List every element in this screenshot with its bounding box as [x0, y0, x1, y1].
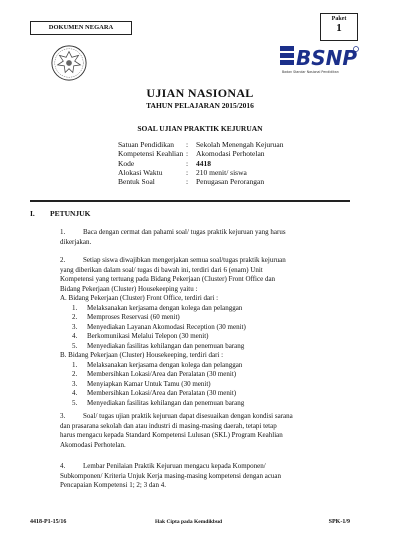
instruction-line: Baca dengan cermat dan pahami soal/ tugas praktik kejuruan yang harus [83, 228, 286, 236]
instruction-line: Soal/ tugas ujian praktik kejuruan dapat disesuaikan dengan kondisi sarana [83, 412, 293, 420]
instruction-2 [60, 256, 350, 294]
info-key: Satuan Pendidikan [118, 140, 175, 149]
list-item: 2. Membersihkan Lokasi/Area dan Peralatan (30 menit) [72, 370, 237, 378]
instruction-line: Akomodasi Perhotelan. [60, 440, 126, 449]
info-row: Kompetensi Keahlian : Akomodasi Perhotelan [118, 149, 265, 159]
exam-year: TAHUN PELAJARAN 2015/2016 [146, 101, 254, 110]
info-value: Penugasan Perorangan [196, 177, 265, 187]
instruction-number: 3. [60, 412, 66, 420]
instruction-number: 2. [60, 256, 66, 264]
list-item: 2. Memproses Reservasi (60 menit) [72, 313, 180, 321]
info-key: Kode [118, 158, 135, 168]
instruction-line: dikerjakan. [60, 237, 92, 246]
instruction-line: harus mengacu kepada Standard Kompetensi Lulusan (SKL) Program Keahlian [60, 431, 283, 439]
cluster-a-heading: A. Bidang Pekerjaan (Cluster) Front Office, terdiri dari : [60, 294, 219, 302]
paket-number: 1 [336, 22, 342, 34]
garuda-emblem-icon [50, 44, 88, 82]
instruction-number: 4. [60, 462, 66, 470]
footer-page: SPK-1/9 [328, 519, 350, 525]
info-value: Sekolah Menengah Kejuruan [196, 140, 284, 149]
paket-box [320, 13, 358, 41]
info-key: Alokasi Waktu [118, 167, 163, 177]
bsnp-logo [280, 44, 360, 76]
footer-copyright: Hak Cipta pada Kemdikbud [155, 519, 223, 525]
info-value: 210 menit/ siswa [196, 167, 247, 177]
instruction-line: Setiap siswa diwajibkan mengerjakan semua soal/tugas praktik kejuruan [83, 256, 286, 264]
exam-info-table [118, 140, 283, 186]
section-divider [30, 200, 350, 202]
list-item: 3. Menyiapkan Kamar Untuk Tamu (30 menit) [72, 379, 211, 388]
list-item: 5. Menyediakan fasilitas kehilangan dan penemuan barang [72, 341, 245, 350]
cluster-b-heading: B. Bidang Pekerjaan (Cluster) Housekeeping, terdiri dari : [60, 351, 224, 359]
list-item: 1. Melaksanakan kerjasama dengan kolega dan pelanggan [72, 360, 243, 369]
cluster-a-list [72, 304, 246, 352]
section-heading [30, 209, 90, 218]
info-row: Alokasi Waktu : 210 menit/ siswa [118, 167, 247, 177]
list-item: 5. Menyediakan fasilitas kehilangan dan penemuan barang [72, 398, 245, 407]
info-key: Bentuk Soal [118, 177, 155, 187]
instruction-line: Subkomponen/ Kriteria Unjuk Kerja masing-masing kompetensi dengan acuan [60, 471, 282, 480]
info-row: Bentuk Soal : Penugasan Perorangan [118, 177, 265, 187]
svg-text:BSNP: BSNP [296, 46, 358, 70]
info-value: Akomodasi Perhotelan [196, 149, 265, 159]
footer-code: 4418-P1-15/16 [30, 519, 67, 525]
instruction-number: 1. [60, 228, 66, 236]
instruction-line: Pencapaian Kompetensi 1; 2; 3 dan 4. [60, 481, 166, 489]
section-title: PETUNJUK [50, 209, 91, 218]
paket-label: Paket [331, 16, 347, 22]
svg-text:Badan Standar Nasional Pendidi: Badan Standar Nasional Pendidikan [282, 70, 339, 74]
cluster-b-list [72, 361, 244, 409]
instruction-line: Bidang Pekerjaan (Cluster) Housekeeping yaitu : [60, 284, 198, 293]
list-item: 4. Berkomunikasi Melalui Telepon (30 menit) [72, 332, 209, 340]
instruction-1 [60, 228, 350, 247]
instruction-line: dan prasarana sekolah dan atau industri di masing-masing daerah, tetapi tetap [60, 421, 277, 430]
exam-subject: SOAL UJIAN PRAKTIK KEJURUAN [137, 124, 263, 133]
instruction-line: Lembar Penilaian Praktik Kejuruan mengacu kepada Komponen/ [83, 462, 266, 470]
instruction-line: Kompetensi yang tertuang pada Bidang Pekerjaan (Cluster) Front Office dan [60, 275, 276, 283]
info-key: Kompetensi Keahlian [118, 149, 184, 159]
info-row: Satuan Pendidikan : Sekolah Menengah Kejuruan [118, 140, 284, 149]
instruction-3 [60, 412, 350, 450]
list-item: 1. Melaksanakan kerjasama dengan kolega dan pelanggan [72, 303, 243, 312]
dokumen-negara-label: DOKUMEN NEGARA [30, 21, 132, 35]
section-number: I. [30, 209, 35, 218]
info-value: 4418 [196, 158, 211, 168]
exam-title: UJIAN NASIONAL [146, 86, 254, 100]
instruction-line: yang diberikan dalam soal/ tugas di bawah ini, terdiri dari 6 (enam) Unit [60, 265, 263, 274]
list-item: 4. Membersihkan Lokasi/Area dan Peralatan (30 menit) [72, 389, 237, 397]
info-row: Kode : 4418 [118, 158, 211, 168]
instruction-4 [60, 462, 350, 491]
list-item: 3. Menyediakan Layanan Akomodasi Reception (30 menit) [72, 322, 246, 331]
